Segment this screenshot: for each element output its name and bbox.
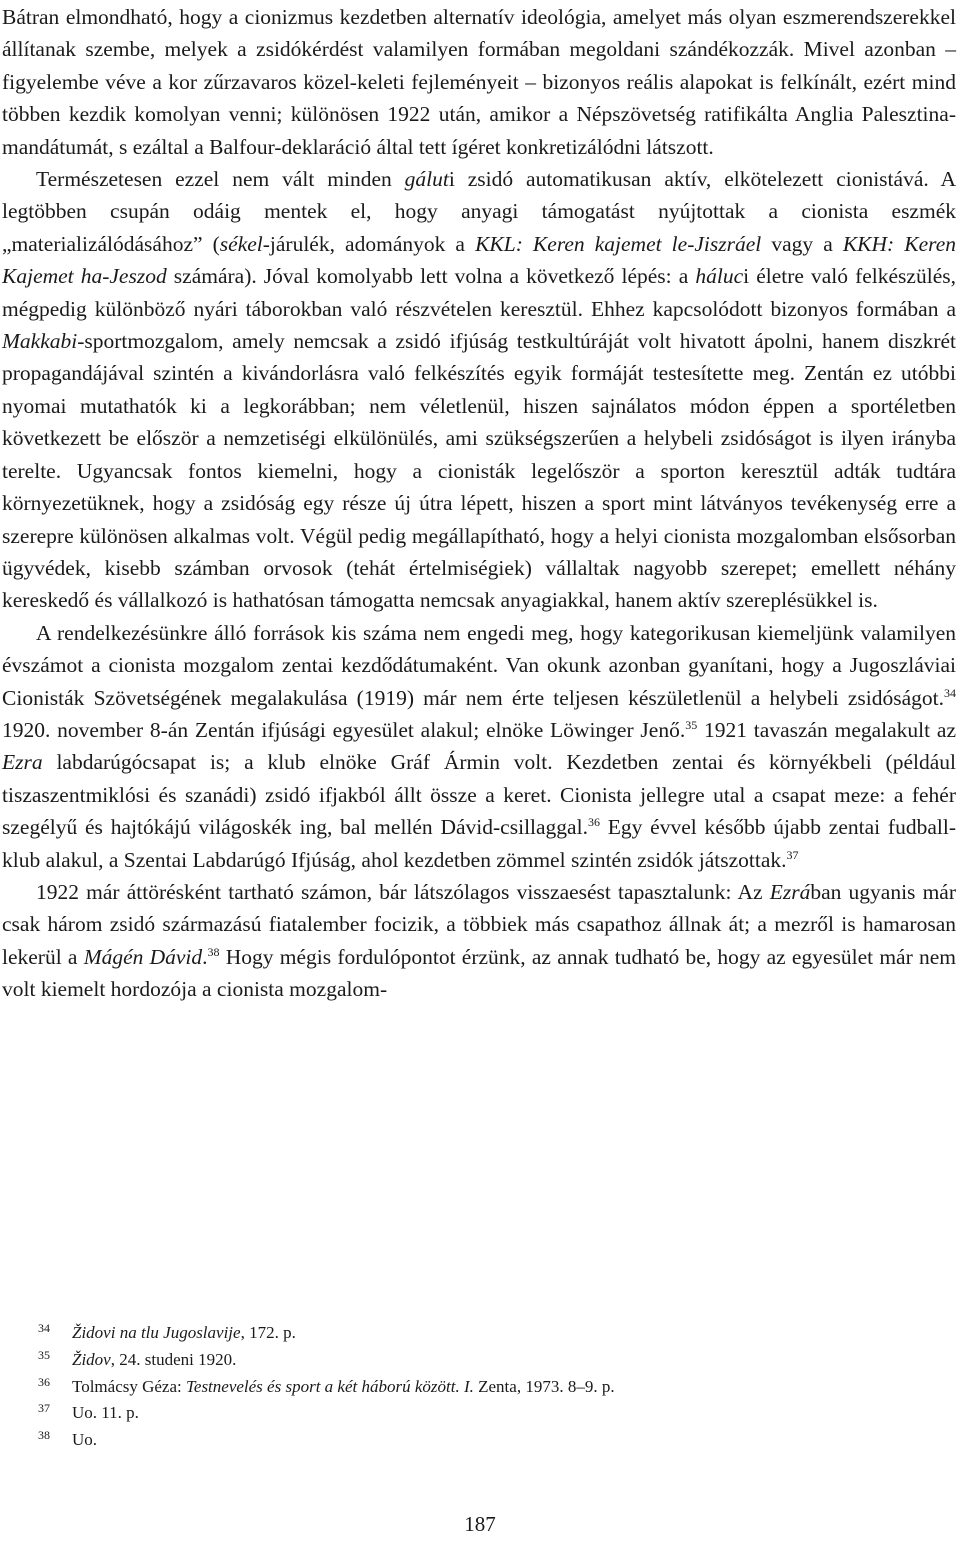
italic-text: Ezra <box>2 750 43 775</box>
italic-text: Testnevelés és sport a két háború között. I. <box>186 1376 474 1396</box>
paragraph <box>2 1 956 163</box>
paragraph <box>2 163 956 617</box>
text-run: 1920. november 8-án Zentán ifjúsági egyesület alakul; elnöke Löwinger Jenő. <box>2 717 686 742</box>
italic-text: KKL: Keren kajemet le-Jiszráel <box>475 231 762 256</box>
footnote-text <box>72 1320 938 1347</box>
paragraph <box>2 617 956 876</box>
text-run: 1921 tavaszán megalakult az <box>697 717 956 742</box>
footnote-reference: 35 <box>685 717 698 732</box>
footnote-text <box>72 1374 938 1401</box>
body-text <box>2 0 956 1006</box>
footnote-number: 36 <box>38 1374 50 1389</box>
text-run: i zsidó automatikusan aktív, elkötelezett cionistává. A legtöbben csupán odáig mentek el, hogy anyagi támogatást nyújtottak a cionista eszmék „materializálódásához” ( <box>2 167 956 256</box>
footnote-text <box>72 1347 938 1374</box>
text-run: labdarúgócsapat is; a klub elnöke Gráf Ármin volt. Kezdetben zentai és környékbeli (például tiszaszentmiklósi és szanádi) zsidó ifjakból állt össze a keret. Cionista jellegre utal a csapat meze: a fehér szegélyű és hajtókájú világoskék ing, bal mellén Dávid-csillaggal. <box>2 750 956 840</box>
paragraph <box>2 876 956 1006</box>
text-run: Bátran elmondható, hogy a cionizmus kezdetben alternatív ideológia, amelyet más olyan eszmerendszerekkel állítanak szembe, melyek a zsidókérdést valamilyen formában megoldani szándékozzák. Mivel azonban – figyelembe véve a kor zűrzavaros közel-keleti fejleményeit – bizonyos reális alapokat is felkínált, ezért mind többen kezdik komolyan venni; különösen 1922 után, amikor a Népszövetség ratifikálta Anglia Palesztina-mandátumát, s ezáltal a Balfour-deklaráció által tett ígéret konkretizálódni látszott. <box>2 5 956 159</box>
page-number: 187 <box>464 1512 496 1536</box>
text-run: , 172. p. <box>240 1323 296 1342</box>
footnote <box>38 1320 938 1347</box>
text-run: i életre való felkészülés, mégpedig különböző nyári táborokban való részvételen keresztül. Ehhez kapcsolódott bizonyos formában a <box>2 264 956 321</box>
text-run: Zenta, 1973. 8–9. p. <box>473 1376 615 1396</box>
footnote <box>38 1347 938 1374</box>
footnote <box>38 1374 938 1401</box>
text-run: 1922 már áttörésként tartható számon, bár látszólagos visszaesést tapasztalunk: Az <box>36 879 770 904</box>
text-run: -sportmozgalom, amely nemcsak a zsidó ifjúság testkultúráját volt hivatott ápolni, hanem diszkrét propagandájával szintén a kivándorlásra való felkészítés egyik formáját testesítette meg. Zentán ez utóbbi nyomai mutathatók ki a legkorábban; nem véletlenül, hiszen sajnálatos módon éppen a sportéletben következett be először a nemzetiségi elkülönülés, ami szükségszerűen a helybeli zsidóságot is ilyen irányba terelte. Ugyancsak fontos kiemelni, hogy a cionisták legelőször a sporton keresztül adták tudtára környezetüknek, hogy a zsidóság egy része új útra lépett, hiszen a sport mint látványos tevékenység erre a szerepre különösen alkalmas volt. Végül pedig megállapítható, hogy a helyi cionista mozgalomban elsősorban ügyvédek, kisebb számban orvosok (tehát értelmiségiek) vállaltak nagyobb szerepet; emellett néhány kereskedő és vállalkozó is hathatósan támogatta nemcsak anyagiakkal, hanem aktív szereplésükkel is. <box>2 329 956 613</box>
footnote-text <box>72 1427 938 1454</box>
footnote-number: 37 <box>38 1401 50 1416</box>
text-run: Uo. 11. p. <box>72 1403 139 1423</box>
text-run: . <box>202 944 208 969</box>
footnote <box>38 1427 938 1454</box>
italic-text: Židovi na tlu Jugoslavije <box>72 1323 241 1342</box>
italic-text: háluc <box>695 264 744 289</box>
text-run: Uo. <box>72 1430 98 1450</box>
italic-text: Ezrá <box>769 879 811 904</box>
text-run: Egy évvel később újabb zentai fudball-klub alakul, a Szentai Labdarúgó Ifjúság, ahol kezdetben zömmel szintén zsidók játszottak. <box>2 815 956 872</box>
text-run: -járulék, adományok a <box>262 231 476 256</box>
footnote <box>38 1400 938 1427</box>
text-run: A rendelkezésünkre álló források kis száma nem engedi meg, hogy kategorikusan kiemeljünk valamilyen évszámot a cionista mozgalom zentai kezdődátumaként. Van okunk azonban gyanítani, hogy a Jugoszláviai Cionisták Szövetségének megalakulása (1919) már nem érte teljesen készületlenül a helybeli zsidóságot. <box>2 620 956 710</box>
text-run: ban ugyanis már csak három zsidó származású fiatalember focizik, a többiek más csapathoz állnak át; a mezről is hamarosan lekerül a <box>2 879 956 969</box>
italic-text: sékel <box>219 231 263 256</box>
italic-text: KKH: Keren Kajemet ha-Jeszod <box>2 231 956 289</box>
italic-text: Mágén Dávid <box>83 944 203 969</box>
footnote-reference: 36 <box>587 815 600 830</box>
italic-text: Makkabi <box>2 329 78 354</box>
text-run: Természetesen ezzel nem vált minden <box>36 167 405 192</box>
footnote-reference: 38 <box>207 944 220 959</box>
italic-text: gálut <box>404 167 449 192</box>
text-run: , 24. studeni 1920. <box>110 1349 237 1369</box>
text-run: vagy a <box>761 231 843 256</box>
footnote-text <box>72 1400 938 1427</box>
footnote-number: 34 <box>38 1321 50 1335</box>
text-run: Hogy mégis fordulópontot érzünk, az annak tudható be, hogy az egyesület már nem volt kiemelt hordozója a cionista mozgalom- <box>2 944 956 1002</box>
text-run: Tolmácsy Géza: <box>72 1376 186 1396</box>
footnotes <box>38 1320 938 1454</box>
footnote-number: 35 <box>38 1347 50 1362</box>
footnote-reference: 37 <box>786 847 799 862</box>
text-run: számára). Jóval komolyabb lett volna a következő lépés: a <box>166 264 696 289</box>
footnote-reference: 34 <box>944 685 956 700</box>
footnote-number: 38 <box>38 1428 50 1443</box>
italic-text: Židov <box>72 1349 111 1369</box>
